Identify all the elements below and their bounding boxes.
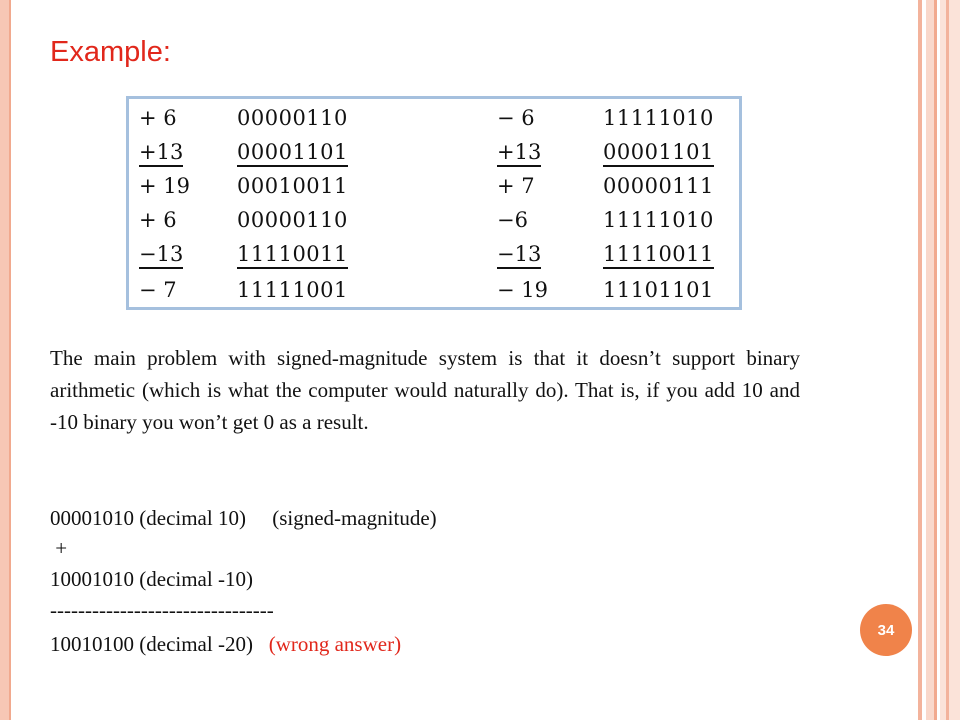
table-row (129, 275, 739, 309)
table-row (129, 205, 739, 239)
arithmetic-table (126, 96, 742, 310)
row-5-left-decimal: −13 (139, 241, 183, 269)
example-result-line (50, 629, 401, 659)
table-row (129, 103, 739, 137)
row-6-left-decimal: − 7 (139, 278, 177, 302)
row-5-right-decimal: −13 (497, 241, 541, 269)
example-line-1: 00001010 (decimal 10) (signed-magnitude) (50, 506, 437, 530)
right-decor-stripe (934, 0, 937, 720)
example-line-plus: + (50, 536, 68, 560)
example-line-2: 10001010 (decimal -10) (50, 567, 253, 591)
row-3-right-binary: 00000111 (603, 174, 714, 198)
row-6-left-binary: 11111001 (237, 278, 348, 302)
table-row (129, 171, 739, 205)
row-1-left-decimal: + 6 (139, 106, 177, 130)
row-2-left-decimal: +13 (139, 139, 183, 167)
row-5-right-binary: 11110011 (603, 241, 714, 269)
row-2-left-binary: 00001101 (237, 139, 348, 167)
row-4-left-decimal: + 6 (139, 208, 177, 232)
table-row (129, 137, 739, 171)
row-3-right-decimal: + 7 (497, 174, 535, 198)
row-4-right-binary: 11111010 (603, 208, 714, 232)
explanation-paragraph: The main problem with signed-magnitude system is that it doesn’t support binary arithmetic (which is what the computer would naturally do). That is, if you add 10 and -10 binary you won’t get 0 as a result. (50, 346, 800, 434)
row-1-right-decimal: − 6 (497, 106, 535, 130)
row-4-right-decimal: −6 (497, 208, 528, 232)
left-accent-bar (0, 0, 9, 720)
row-6-right-binary: 11101101 (603, 278, 714, 302)
right-decor-band (940, 0, 960, 720)
row-2-right-binary: 00001101 (603, 139, 714, 167)
row-2-right-decimal: +13 (497, 139, 541, 167)
row-6-right-decimal: − 19 (497, 278, 548, 302)
page-number-badge: 34 (860, 604, 912, 656)
row-4-left-binary: 00000110 (237, 208, 348, 232)
row-3-left-decimal: + 19 (139, 174, 190, 198)
slide-heading: Example: (50, 36, 171, 68)
wrong-answer-note: (wrong answer) (268, 632, 402, 656)
row-3-left-binary: 00010011 (237, 174, 348, 198)
example-separator: -------------------------------- (50, 598, 274, 622)
right-decor-stripe (946, 0, 949, 720)
right-decor-stripe (918, 0, 922, 720)
row-1-left-binary: 00000110 (237, 106, 348, 130)
table-row (129, 239, 739, 273)
right-decor-stripe (926, 0, 934, 720)
result-value: 10010100 (decimal -20) (50, 632, 269, 656)
row-5-left-binary: 11110011 (237, 241, 348, 269)
row-1-right-binary: 11111010 (603, 106, 714, 130)
